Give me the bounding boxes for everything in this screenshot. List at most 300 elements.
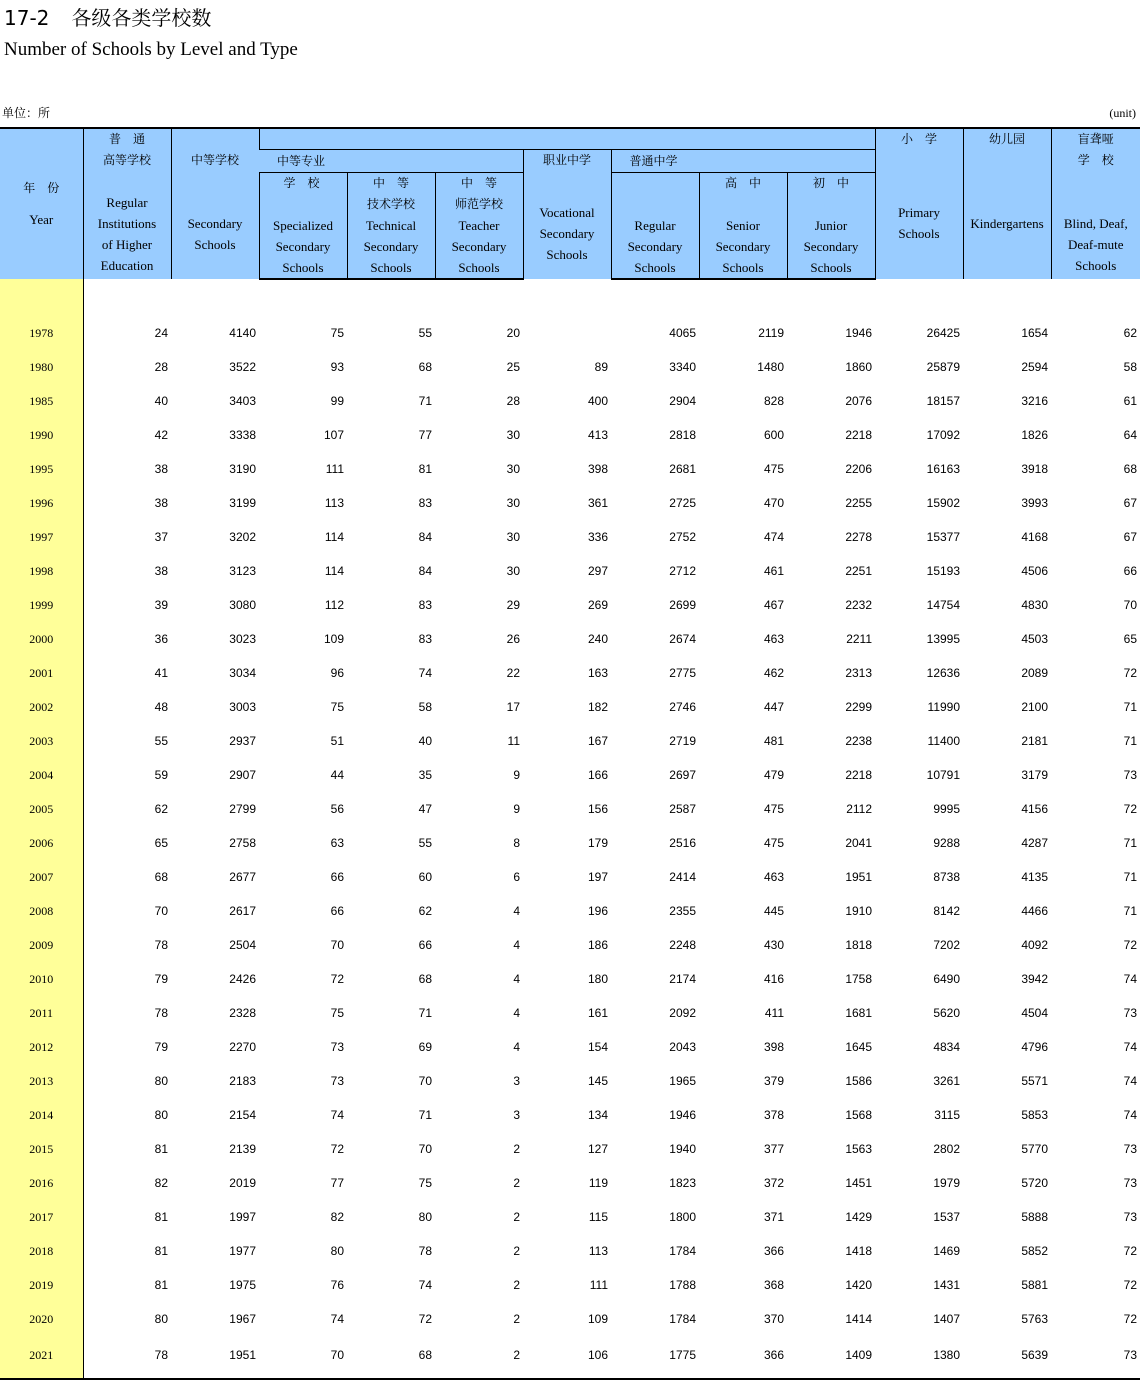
table-row bbox=[0, 1296, 1140, 1330]
table-row bbox=[0, 344, 1140, 378]
technical-cell: 75 bbox=[418, 1175, 432, 1190]
secondary-cell: 2154 bbox=[229, 1107, 256, 1122]
header-spacer-top bbox=[259, 128, 875, 149]
technical-cell: 71 bbox=[418, 1005, 432, 1020]
table-row bbox=[0, 684, 1140, 718]
secondary-cell: 3199 bbox=[229, 495, 256, 510]
technical-cell: 72 bbox=[418, 1311, 432, 1326]
senior-cell: 1480 bbox=[757, 359, 784, 374]
regular-cell: 2712 bbox=[669, 563, 696, 578]
technical-cell: 60 bbox=[418, 869, 432, 884]
specialized-cell: 82 bbox=[330, 1209, 344, 1224]
table-title-cn bbox=[4, 4, 211, 32]
table-title-cn-text: 各级各类学校数 bbox=[71, 6, 212, 30]
special-cell: 66 bbox=[1123, 563, 1138, 578]
teacher-cell: 4 bbox=[513, 1039, 520, 1054]
year-cell: 1985 bbox=[0, 378, 83, 412]
table-row bbox=[0, 820, 1140, 854]
special-cell: 61 bbox=[1123, 393, 1138, 408]
kinder-cell: 5881 bbox=[1021, 1277, 1049, 1292]
junior-cell: 1946 bbox=[845, 325, 873, 340]
header-regular-group: 普通中学 bbox=[611, 149, 875, 172]
year-cell: 2015 bbox=[0, 1126, 83, 1160]
table-row bbox=[0, 480, 1140, 514]
senior-cell: 475 bbox=[763, 801, 784, 816]
kinder-cell: 2089 bbox=[1021, 665, 1049, 680]
junior-cell: 1451 bbox=[845, 1175, 873, 1190]
regular-cell: 1784 bbox=[669, 1243, 696, 1258]
header-technical: 中 等 技术学校 Technical Secondary Schools bbox=[347, 172, 435, 279]
technical-cell: 80 bbox=[418, 1209, 432, 1224]
primary-cell: 15377 bbox=[926, 529, 961, 544]
year-cell: 1990 bbox=[0, 412, 83, 446]
teacher-cell: 30 bbox=[506, 529, 520, 544]
kinder-cell: 2181 bbox=[1021, 733, 1049, 748]
year-cell: 2012 bbox=[0, 1024, 83, 1058]
vocational-cell: 336 bbox=[587, 529, 608, 544]
higher-cell: 55 bbox=[154, 733, 168, 748]
vocational-cell: 180 bbox=[587, 971, 608, 986]
primary-cell: 7202 bbox=[933, 937, 961, 952]
specialized-cell: 75 bbox=[330, 699, 344, 714]
junior-cell: 1818 bbox=[845, 937, 873, 952]
higher-cell: 39 bbox=[154, 597, 168, 612]
vocational-cell: 167 bbox=[587, 733, 608, 748]
vocational-cell: 106 bbox=[587, 1347, 608, 1362]
table-header bbox=[0, 128, 1140, 279]
year-cell: 2008 bbox=[0, 888, 83, 922]
special-cell: 73 bbox=[1123, 1209, 1138, 1224]
table-row bbox=[0, 582, 1140, 616]
primary-cell: 26425 bbox=[926, 325, 961, 340]
senior-cell: 467 bbox=[763, 597, 784, 612]
specialized-cell: 72 bbox=[330, 1141, 344, 1156]
senior-cell: 378 bbox=[763, 1107, 784, 1122]
teacher-cell: 30 bbox=[506, 563, 520, 578]
kinder-cell: 5888 bbox=[1021, 1209, 1049, 1224]
vocational-cell: 182 bbox=[587, 699, 608, 714]
kinder-cell: 4287 bbox=[1021, 835, 1049, 850]
senior-cell: 461 bbox=[763, 563, 784, 578]
junior-cell: 2112 bbox=[846, 801, 873, 816]
junior-cell: 2076 bbox=[845, 393, 873, 408]
year-cell: 1999 bbox=[0, 582, 83, 616]
regular-cell: 2681 bbox=[669, 461, 696, 476]
teacher-cell: 4 bbox=[513, 1005, 520, 1020]
vocational-cell: 119 bbox=[588, 1175, 608, 1190]
table-row bbox=[0, 548, 1140, 582]
vocational-cell: 413 bbox=[587, 427, 608, 442]
specialized-cell: 112 bbox=[324, 597, 344, 612]
secondary-cell: 1997 bbox=[229, 1209, 256, 1224]
technical-cell: 40 bbox=[418, 733, 432, 748]
teacher-cell: 30 bbox=[506, 461, 520, 476]
junior-cell: 1860 bbox=[845, 359, 873, 374]
higher-cell: 59 bbox=[154, 767, 168, 782]
higher-cell: 68 bbox=[154, 869, 168, 884]
special-cell: 74 bbox=[1123, 971, 1138, 986]
header-year bbox=[0, 128, 83, 279]
secondary-cell: 2270 bbox=[229, 1039, 256, 1054]
year-cell: 2017 bbox=[0, 1194, 83, 1228]
regular-cell: 2355 bbox=[669, 903, 696, 918]
year-cell: 2016 bbox=[0, 1160, 83, 1194]
specialized-cell: 74 bbox=[330, 1311, 344, 1326]
teacher-cell: 6 bbox=[513, 869, 520, 884]
secondary-cell: 2907 bbox=[229, 767, 256, 782]
senior-cell: 370 bbox=[763, 1311, 784, 1326]
header-primary: 小 学 Primary Schools bbox=[875, 128, 963, 279]
regular-cell: 2699 bbox=[669, 597, 696, 612]
senior-cell: 481 bbox=[763, 733, 784, 748]
junior-cell: 1910 bbox=[845, 903, 873, 918]
year-cell: 2010 bbox=[0, 956, 83, 990]
senior-cell: 475 bbox=[763, 835, 784, 850]
kinder-cell: 3993 bbox=[1021, 495, 1049, 510]
primary-cell: 3115 bbox=[934, 1107, 961, 1122]
junior-cell: 1681 bbox=[845, 1005, 873, 1020]
technical-cell: 35 bbox=[418, 767, 432, 782]
secondary-cell: 3190 bbox=[229, 461, 256, 476]
technical-cell: 83 bbox=[418, 495, 432, 510]
junior-cell: 1645 bbox=[845, 1039, 873, 1054]
table-row bbox=[0, 1126, 1140, 1160]
specialized-cell: 93 bbox=[330, 359, 344, 374]
kinder-cell: 1826 bbox=[1021, 427, 1049, 442]
teacher-cell: 9 bbox=[513, 767, 520, 782]
kinder-cell: 3179 bbox=[1021, 767, 1049, 782]
kinder-cell: 4796 bbox=[1021, 1039, 1049, 1054]
primary-cell: 12636 bbox=[926, 665, 961, 680]
vocational-cell: 398 bbox=[587, 461, 608, 476]
vocational-cell: 240 bbox=[587, 631, 608, 646]
technical-cell: 68 bbox=[418, 359, 432, 374]
special-cell: 67 bbox=[1123, 529, 1138, 544]
table-row bbox=[0, 888, 1140, 922]
table-row bbox=[0, 922, 1140, 956]
header-teacher: 中 等 师范学校 Teacher Secondary Schools bbox=[435, 172, 523, 279]
table-row bbox=[0, 1092, 1140, 1126]
header-junior: 初 中 Junior Secondary Schools bbox=[787, 172, 875, 279]
technical-cell: 81 bbox=[418, 461, 432, 476]
regular-cell: 1823 bbox=[669, 1175, 696, 1190]
table-row bbox=[0, 514, 1140, 548]
regular-cell: 2174 bbox=[669, 971, 696, 986]
year-cell: 1995 bbox=[0, 446, 83, 480]
specialized-cell: 73 bbox=[330, 1039, 344, 1054]
senior-cell: 479 bbox=[763, 767, 784, 782]
year-cell: 1996 bbox=[0, 480, 83, 514]
higher-cell: 81 bbox=[154, 1277, 168, 1292]
junior-cell: 1420 bbox=[845, 1277, 873, 1292]
special-cell: 70 bbox=[1123, 597, 1138, 612]
regular-cell: 2904 bbox=[669, 393, 696, 408]
higher-cell: 24 bbox=[154, 325, 168, 340]
technical-cell: 68 bbox=[418, 1347, 432, 1362]
year-cell: 2014 bbox=[0, 1092, 83, 1126]
regular-cell: 2775 bbox=[669, 665, 696, 680]
kinder-cell: 4506 bbox=[1021, 563, 1049, 578]
special-cell: 64 bbox=[1123, 427, 1138, 442]
special-cell: 72 bbox=[1123, 801, 1138, 816]
specialized-cell: 80 bbox=[330, 1243, 344, 1258]
primary-cell: 10791 bbox=[926, 767, 961, 782]
technical-cell: 68 bbox=[418, 971, 432, 986]
senior-cell: 474 bbox=[763, 529, 784, 544]
table-row bbox=[0, 1160, 1140, 1194]
primary-cell: 15902 bbox=[926, 495, 961, 510]
table-row bbox=[0, 854, 1140, 888]
kinder-cell: 3918 bbox=[1021, 461, 1049, 476]
primary-cell: 8142 bbox=[933, 903, 961, 918]
teacher-cell: 30 bbox=[506, 427, 520, 442]
table-row bbox=[0, 378, 1140, 412]
primary-cell: 15193 bbox=[926, 563, 961, 578]
kinder-cell: 4503 bbox=[1021, 631, 1049, 646]
senior-cell: 368 bbox=[763, 1277, 784, 1292]
junior-cell: 1563 bbox=[845, 1141, 873, 1156]
table-body bbox=[0, 279, 1140, 1379]
secondary-cell: 1951 bbox=[229, 1347, 256, 1362]
primary-cell: 25879 bbox=[926, 359, 961, 374]
kinder-cell: 3216 bbox=[1021, 393, 1049, 408]
senior-cell: 600 bbox=[763, 427, 784, 442]
table-end-row bbox=[0, 1366, 1140, 1379]
senior-cell: 411 bbox=[764, 1005, 784, 1020]
regular-cell: 4065 bbox=[669, 325, 696, 340]
secondary-cell: 3522 bbox=[229, 359, 256, 374]
special-cell: 71 bbox=[1123, 835, 1138, 850]
higher-cell: 78 bbox=[154, 1005, 168, 1020]
special-cell: 65 bbox=[1123, 631, 1138, 646]
technical-cell: 77 bbox=[418, 427, 432, 442]
higher-cell: 78 bbox=[154, 1347, 168, 1362]
higher-cell: 42 bbox=[154, 427, 168, 442]
vocational-cell: 156 bbox=[587, 801, 608, 816]
junior-cell: 2278 bbox=[845, 529, 873, 544]
vocational-cell: 166 bbox=[587, 767, 608, 782]
vocational-cell: 154 bbox=[587, 1039, 608, 1054]
kinder-cell: 5852 bbox=[1021, 1243, 1049, 1258]
technical-cell: 55 bbox=[418, 325, 432, 340]
senior-cell: 463 bbox=[763, 869, 784, 884]
special-cell: 68 bbox=[1123, 461, 1138, 476]
specialized-cell: 75 bbox=[330, 325, 344, 340]
special-cell: 74 bbox=[1123, 1039, 1138, 1054]
primary-cell: 1380 bbox=[933, 1347, 961, 1362]
header-kindergarten: 幼儿园 Kindergartens bbox=[963, 128, 1051, 279]
regular-cell: 1946 bbox=[669, 1107, 696, 1122]
specialized-cell: 77 bbox=[330, 1175, 344, 1190]
primary-cell: 3261 bbox=[933, 1073, 961, 1088]
teacher-cell: 8 bbox=[513, 835, 520, 850]
technical-cell: 84 bbox=[418, 563, 432, 578]
table-row bbox=[0, 1058, 1140, 1092]
primary-cell: 11400 bbox=[927, 733, 961, 748]
special-cell: 71 bbox=[1123, 733, 1138, 748]
secondary-cell: 2677 bbox=[229, 869, 256, 884]
junior-cell: 2238 bbox=[845, 733, 873, 748]
teacher-cell: 4 bbox=[513, 903, 520, 918]
year-cell: 2001 bbox=[0, 650, 83, 684]
regular-cell: 1940 bbox=[669, 1141, 696, 1156]
primary-cell: 2802 bbox=[933, 1141, 961, 1156]
higher-cell: 81 bbox=[154, 1141, 168, 1156]
technical-cell: 69 bbox=[418, 1039, 432, 1054]
table-row bbox=[0, 1228, 1140, 1262]
secondary-cell: 2937 bbox=[229, 733, 256, 748]
specialized-cell: 70 bbox=[330, 937, 344, 952]
higher-cell: 38 bbox=[154, 495, 168, 510]
special-cell: 73 bbox=[1123, 1175, 1138, 1190]
secondary-cell: 2799 bbox=[229, 801, 256, 816]
specialized-cell: 72 bbox=[330, 971, 344, 986]
year-cell: 2005 bbox=[0, 786, 83, 820]
junior-cell: 1951 bbox=[845, 869, 873, 884]
senior-cell: 372 bbox=[763, 1175, 784, 1190]
regular-cell: 3340 bbox=[669, 359, 696, 374]
special-cell: 71 bbox=[1123, 699, 1138, 714]
regular-cell: 1800 bbox=[669, 1209, 696, 1224]
vocational-cell: 115 bbox=[588, 1209, 608, 1224]
special-cell: 73 bbox=[1123, 1141, 1138, 1156]
table-row bbox=[0, 1262, 1140, 1296]
kinder-cell: 5639 bbox=[1021, 1347, 1049, 1362]
table-row bbox=[0, 650, 1140, 684]
year-cell: 2009 bbox=[0, 922, 83, 956]
regular-cell: 2248 bbox=[669, 937, 696, 952]
specialized-cell: 96 bbox=[330, 665, 344, 680]
specialized-cell: 66 bbox=[330, 903, 344, 918]
specialized-cell: 114 bbox=[324, 563, 344, 578]
kinder-cell: 2100 bbox=[1021, 699, 1049, 714]
special-cell: 72 bbox=[1123, 1243, 1138, 1258]
year-cell: 2007 bbox=[0, 854, 83, 888]
unit-label-cn: 单位：所 bbox=[2, 106, 51, 120]
regular-cell: 2697 bbox=[669, 767, 696, 782]
senior-cell: 416 bbox=[763, 971, 784, 986]
primary-cell: 16163 bbox=[926, 461, 961, 476]
specialized-cell: 70 bbox=[330, 1347, 344, 1362]
teacher-cell: 26 bbox=[506, 631, 520, 646]
kinder-cell: 4466 bbox=[1021, 903, 1049, 918]
schools-table bbox=[0, 127, 1140, 1380]
header-higher: 普 通 高等学校 Regular Institutions of Higher Education bbox=[83, 128, 171, 279]
kinder-cell: 5853 bbox=[1021, 1107, 1049, 1122]
secondary-cell: 2328 bbox=[229, 1005, 256, 1020]
primary-cell: 1979 bbox=[933, 1175, 961, 1190]
table-title-en: Number of Schools by Level and Type bbox=[4, 39, 298, 60]
higher-cell: 41 bbox=[154, 665, 168, 680]
table-row bbox=[0, 718, 1140, 752]
kinder-cell: 5720 bbox=[1021, 1175, 1049, 1190]
teacher-cell: 2 bbox=[513, 1141, 520, 1156]
kinder-cell: 2594 bbox=[1021, 359, 1049, 374]
special-cell: 62 bbox=[1123, 325, 1138, 340]
junior-cell: 1568 bbox=[845, 1107, 873, 1122]
year-cell: 2004 bbox=[0, 752, 83, 786]
regular-cell: 2746 bbox=[669, 699, 696, 714]
regular-cell: 2674 bbox=[669, 631, 696, 646]
specialized-cell: 113 bbox=[324, 495, 344, 510]
year-cell: 2006 bbox=[0, 820, 83, 854]
table-row bbox=[0, 1194, 1140, 1228]
technical-cell: 84 bbox=[418, 529, 432, 544]
higher-cell: 81 bbox=[154, 1243, 168, 1258]
secondary-cell: 2758 bbox=[229, 835, 256, 850]
kinder-cell: 4156 bbox=[1021, 801, 1049, 816]
higher-cell: 65 bbox=[154, 835, 168, 850]
primary-cell: 1431 bbox=[933, 1277, 961, 1292]
secondary-cell: 2617 bbox=[229, 903, 256, 918]
vocational-cell: 269 bbox=[587, 597, 608, 612]
higher-cell: 80 bbox=[154, 1107, 168, 1122]
primary-cell: 13995 bbox=[926, 631, 961, 646]
teacher-cell: 3 bbox=[513, 1107, 520, 1122]
junior-cell: 2218 bbox=[845, 427, 873, 442]
secondary-cell: 1977 bbox=[229, 1243, 256, 1258]
primary-cell: 18157 bbox=[926, 393, 961, 408]
header-regular-secondary: Regular Secondary Schools bbox=[611, 172, 699, 279]
senior-cell: 398 bbox=[763, 1039, 784, 1054]
higher-cell: 81 bbox=[154, 1209, 168, 1224]
senior-cell: 2119 bbox=[758, 325, 784, 340]
header-senior: 高 中 Senior Secondary Schools bbox=[699, 172, 787, 279]
table-row bbox=[0, 956, 1140, 990]
higher-cell: 28 bbox=[154, 359, 168, 374]
primary-cell: 17092 bbox=[926, 427, 961, 442]
kinder-cell: 5763 bbox=[1021, 1311, 1049, 1326]
regular-cell: 2752 bbox=[669, 529, 696, 544]
teacher-cell: 25 bbox=[506, 359, 520, 374]
year-cell: 1998 bbox=[0, 548, 83, 582]
special-cell: 71 bbox=[1123, 869, 1138, 884]
teacher-cell: 2 bbox=[513, 1209, 520, 1224]
higher-cell: 37 bbox=[154, 529, 168, 544]
higher-cell: 78 bbox=[154, 937, 168, 952]
senior-cell: 371 bbox=[763, 1209, 784, 1224]
technical-cell: 62 bbox=[418, 903, 432, 918]
special-cell: 67 bbox=[1123, 495, 1138, 510]
vocational-cell: 400 bbox=[587, 393, 608, 408]
special-cell: 72 bbox=[1123, 1277, 1138, 1292]
regular-cell: 1775 bbox=[669, 1347, 696, 1362]
higher-cell: 36 bbox=[154, 631, 168, 646]
technical-cell: 83 bbox=[418, 597, 432, 612]
junior-cell: 1418 bbox=[845, 1243, 873, 1258]
year-cell: 2002 bbox=[0, 684, 83, 718]
technical-cell: 83 bbox=[418, 631, 432, 646]
junior-cell: 1414 bbox=[845, 1311, 873, 1326]
special-cell: 71 bbox=[1123, 903, 1138, 918]
special-cell: 72 bbox=[1123, 665, 1138, 680]
teacher-cell: 2 bbox=[513, 1311, 520, 1326]
higher-cell: 80 bbox=[154, 1073, 168, 1088]
vocational-cell: 113 bbox=[588, 1243, 608, 1258]
junior-cell: 2255 bbox=[845, 495, 873, 510]
secondary-cell: 2183 bbox=[229, 1073, 256, 1088]
vocational-cell: 196 bbox=[587, 903, 608, 918]
primary-cell: 1469 bbox=[933, 1243, 961, 1258]
vocational-cell: 127 bbox=[587, 1141, 608, 1156]
senior-cell: 445 bbox=[763, 903, 784, 918]
junior-cell: 1758 bbox=[845, 971, 873, 986]
year-cell: 2019 bbox=[0, 1262, 83, 1296]
regular-cell: 2092 bbox=[669, 1005, 696, 1020]
year-cell: 2003 bbox=[0, 718, 83, 752]
primary-cell: 11990 bbox=[927, 699, 961, 714]
higher-cell: 48 bbox=[154, 699, 168, 714]
